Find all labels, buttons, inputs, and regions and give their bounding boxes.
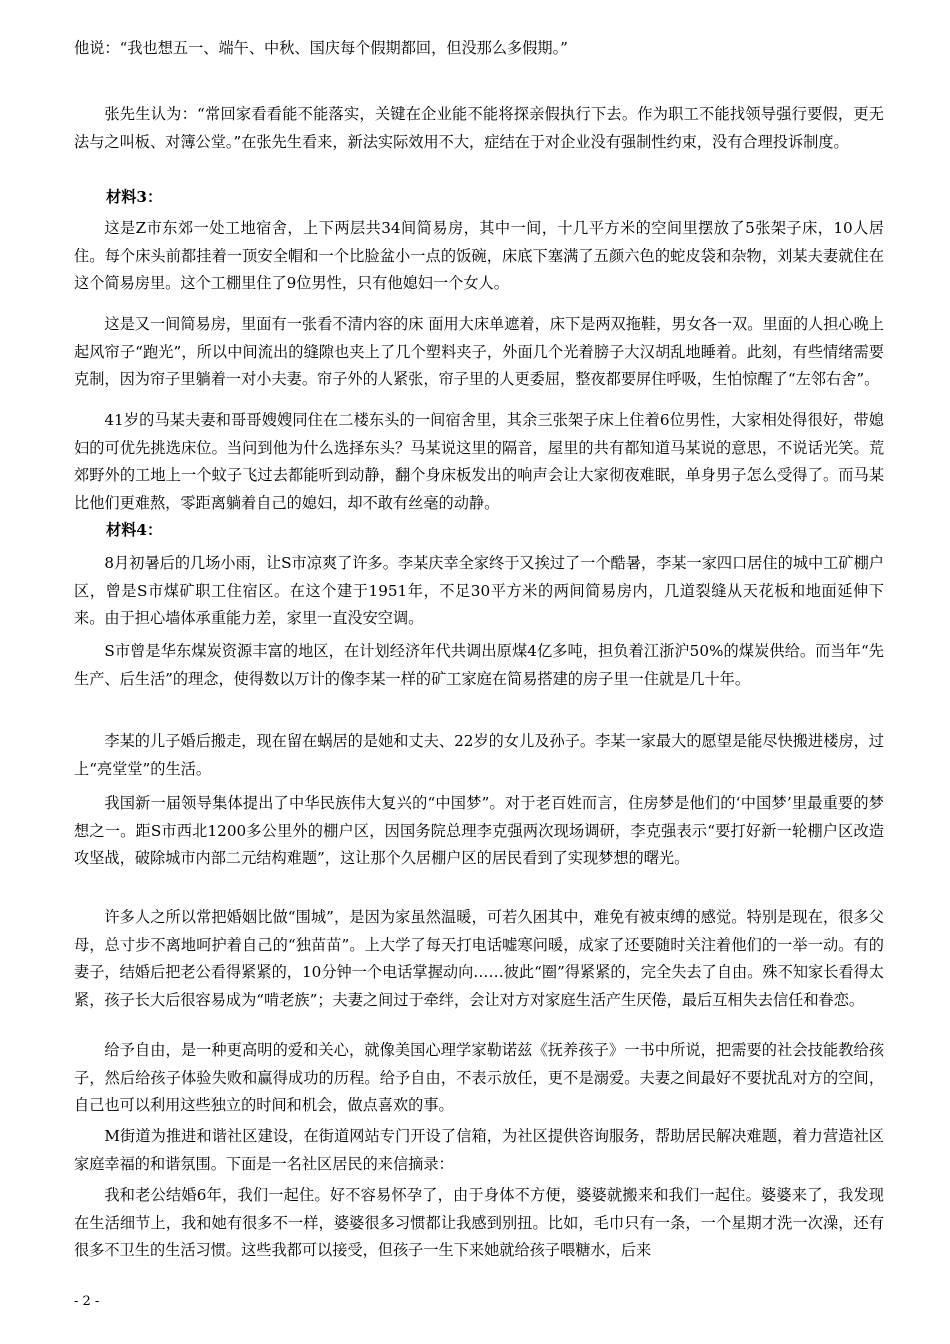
paragraph-marriage-siege: 许多人之所以常把婚姻比做“围城”，是因为家虽然温暖，可若久困其中，难免有被束缚的感觉。特别是现在，很多父母，总寸步不离地呵护着自己的“独苗苗”。上大学了每天打电话嘘寒问暖，成家了还要随时关注着他们的一举一动。有的妻子，结婚后把老公看得紧紧的，10分钟一个电话掌握动向……彼此“圈”得紧紧的，完全失去了自由。殊不知家长看得太紧，孩子长大后很容易成为“啃老族”；夫妻之间过于牵绊，会让对方对家庭生活产生厌倦，最后互相失去信任和眷恋。 [74,908,884,1009]
paragraph-quote-holidays: 他说：“我也想五一、端午、中秋、国庆每个假期都回，但没那么多假期。” [74,39,568,57]
paragraph-china-dream: 我国新一届领导集体提出了中华民族伟大复兴的“中国梦”。对于老百姓而言，住房梦是他们的‘中国梦’里最重要的梦想之一。距S市西北1200多公里外的棚户区，因国务院总理李克强两次现场调研，李克强表示“要打好新一轮棚户区改造攻坚战，破除城市内部二元结构难题”，这让那个久居棚户区的居民看到了实现梦想的曙光。 [74,794,884,867]
paragraph-li-wish: 李某的儿子婚后搬走，现在留在蜗居的是她和丈夫、22岁的女儿及孙子。李某一家最大的愿望是能尽快搬进楼房，过上“亮堂堂”的生活。 [74,732,884,778]
paragraph-give-freedom: 给予自由，是一种更高明的爱和关心，就像美国心理学家勒诺兹《抚养孩子》一书中所说，把需要的社会技能教给孩子，然后给孩子体验失败和赢得成功的历程。给予自由，不表示放任，更不是溺爱。夫妻之间最好不要扰乱对方的空间，自己也可以利用这些独立的时间和机会，做点喜欢的事。 [74,1041,884,1114]
paragraph-zhang-opinion: 张先生认为：“常回家看看能不能落实，关键在企业能不能将探亲假执行下去。作为职工不能找领导强行要假，更无法与之叫板、对簿公堂。”在张先生看来，新法实际效用不大，症结在于对企业没有强制性约束，没有合理投诉制度。 [74,105,884,151]
paragraph-curtain-room: 这是又一间简易房，里面有一张看不清内容的床 面用大床单遮着，床下是两双拖鞋，男女各一双。里面的人担心晚上起风帘子“跑光”，所以中间流出的缝隙也夹上了几个塑料夹子，外面几个光着膀子大汉胡乱地睡着。此刻，有些情绪需要克制，因为帘子里躺着一对小夫妻。帘子外的人紧张，帘子里的人更委屈，整夜都要屏住呼吸，生怕惊醒了“左邻右舍”。 [74,315,884,388]
heading-material-4: 材料4： [106,521,163,539]
paragraph-shantytown: 8月初暑后的几场小雨，让S市凉爽了许多。李某庆幸全家终于又挨过了一个酷暑，李某一家四口居住的城中工矿棚户区，曾是S市煤矿职工住宿区。在这个建于1951年，不足30平方米的两间简易房内，几道裂缝从天花板和地面延伸下来。由于担心墙体承重能力差，家里一直没安空调。 [74,554,884,627]
heading-material-3: 材料3： [106,188,163,206]
page-number: - 2 - [74,1294,100,1309]
paragraph-ma-couple: 41岁的马某夫妻和哥哥嫂嫂同住在二楼东头的一间宿舍里，其余三张架子床上住着6位男性，大家相处得很好，带媳妇的可优先挑选床位。当问到他为什么选择东头？马某说这里的隔音，屋里的共有都知道马某说的意思，不说话光笑。荒郊野外的工地上一个蚊子飞过去都能听到动静，翻个身床板发出的响声会让大家彻夜难眠，单身男子怎么受得了。而马某比他们更难熬，零距离躺着自己的媳妇，却不敢有丝毫的动静。 [74,411,884,512]
paragraph-coal-history: S市曾是华东煤炭资源丰富的地区，在计划经济年代共调出原煤4亿多吨，担负着江浙沪50%的煤炭供给。而当年“先生产、后生活”的理念，使得数以万计的像李某一样的矿工家庭在简易搭建的房子里一住就是几十年。 [74,642,884,688]
paragraph-m-street-mailbox: M街道为推进和谐社区建设，在街道网站专门开设了信箱，为社区提供咨询服务，帮助居民解决难题，着力营造社区家庭幸福的和谐氛围。下面是一名社区居民的来信摘录： [74,1127,884,1173]
paragraph-site-dormitory: 这是Z市东郊一处工地宿舍，上下两层共34间简易房，其中一间，十几平方米的空间里摆放了5张架子床，10人居住。每个床头前都挂着一顶安全帽和一个比脸盆小一点的饭碗，床底下塞满了五颜六色的蛇皮袋和杂物，刘某夫妻就住在这个简易房里。这个工棚里住了9位男性，只有他媳妇一个女人。 [74,219,884,292]
paragraph-resident-letter: 我和老公结婚6年，我们一起住。好不容易怀孕了，由于身体不方便，婆婆就搬来和我们一起住。婆婆来了，我发现在生活细节上，我和她有很多不一样，婆婆很多习惯都让我感到别扭。比如，毛巾只有一条，一个星期才洗一次澡，还有很多不卫生的生活习惯。这些我都可以接受，但孩子一生下来她就给孩子喂糖水，后来 [74,1186,884,1259]
